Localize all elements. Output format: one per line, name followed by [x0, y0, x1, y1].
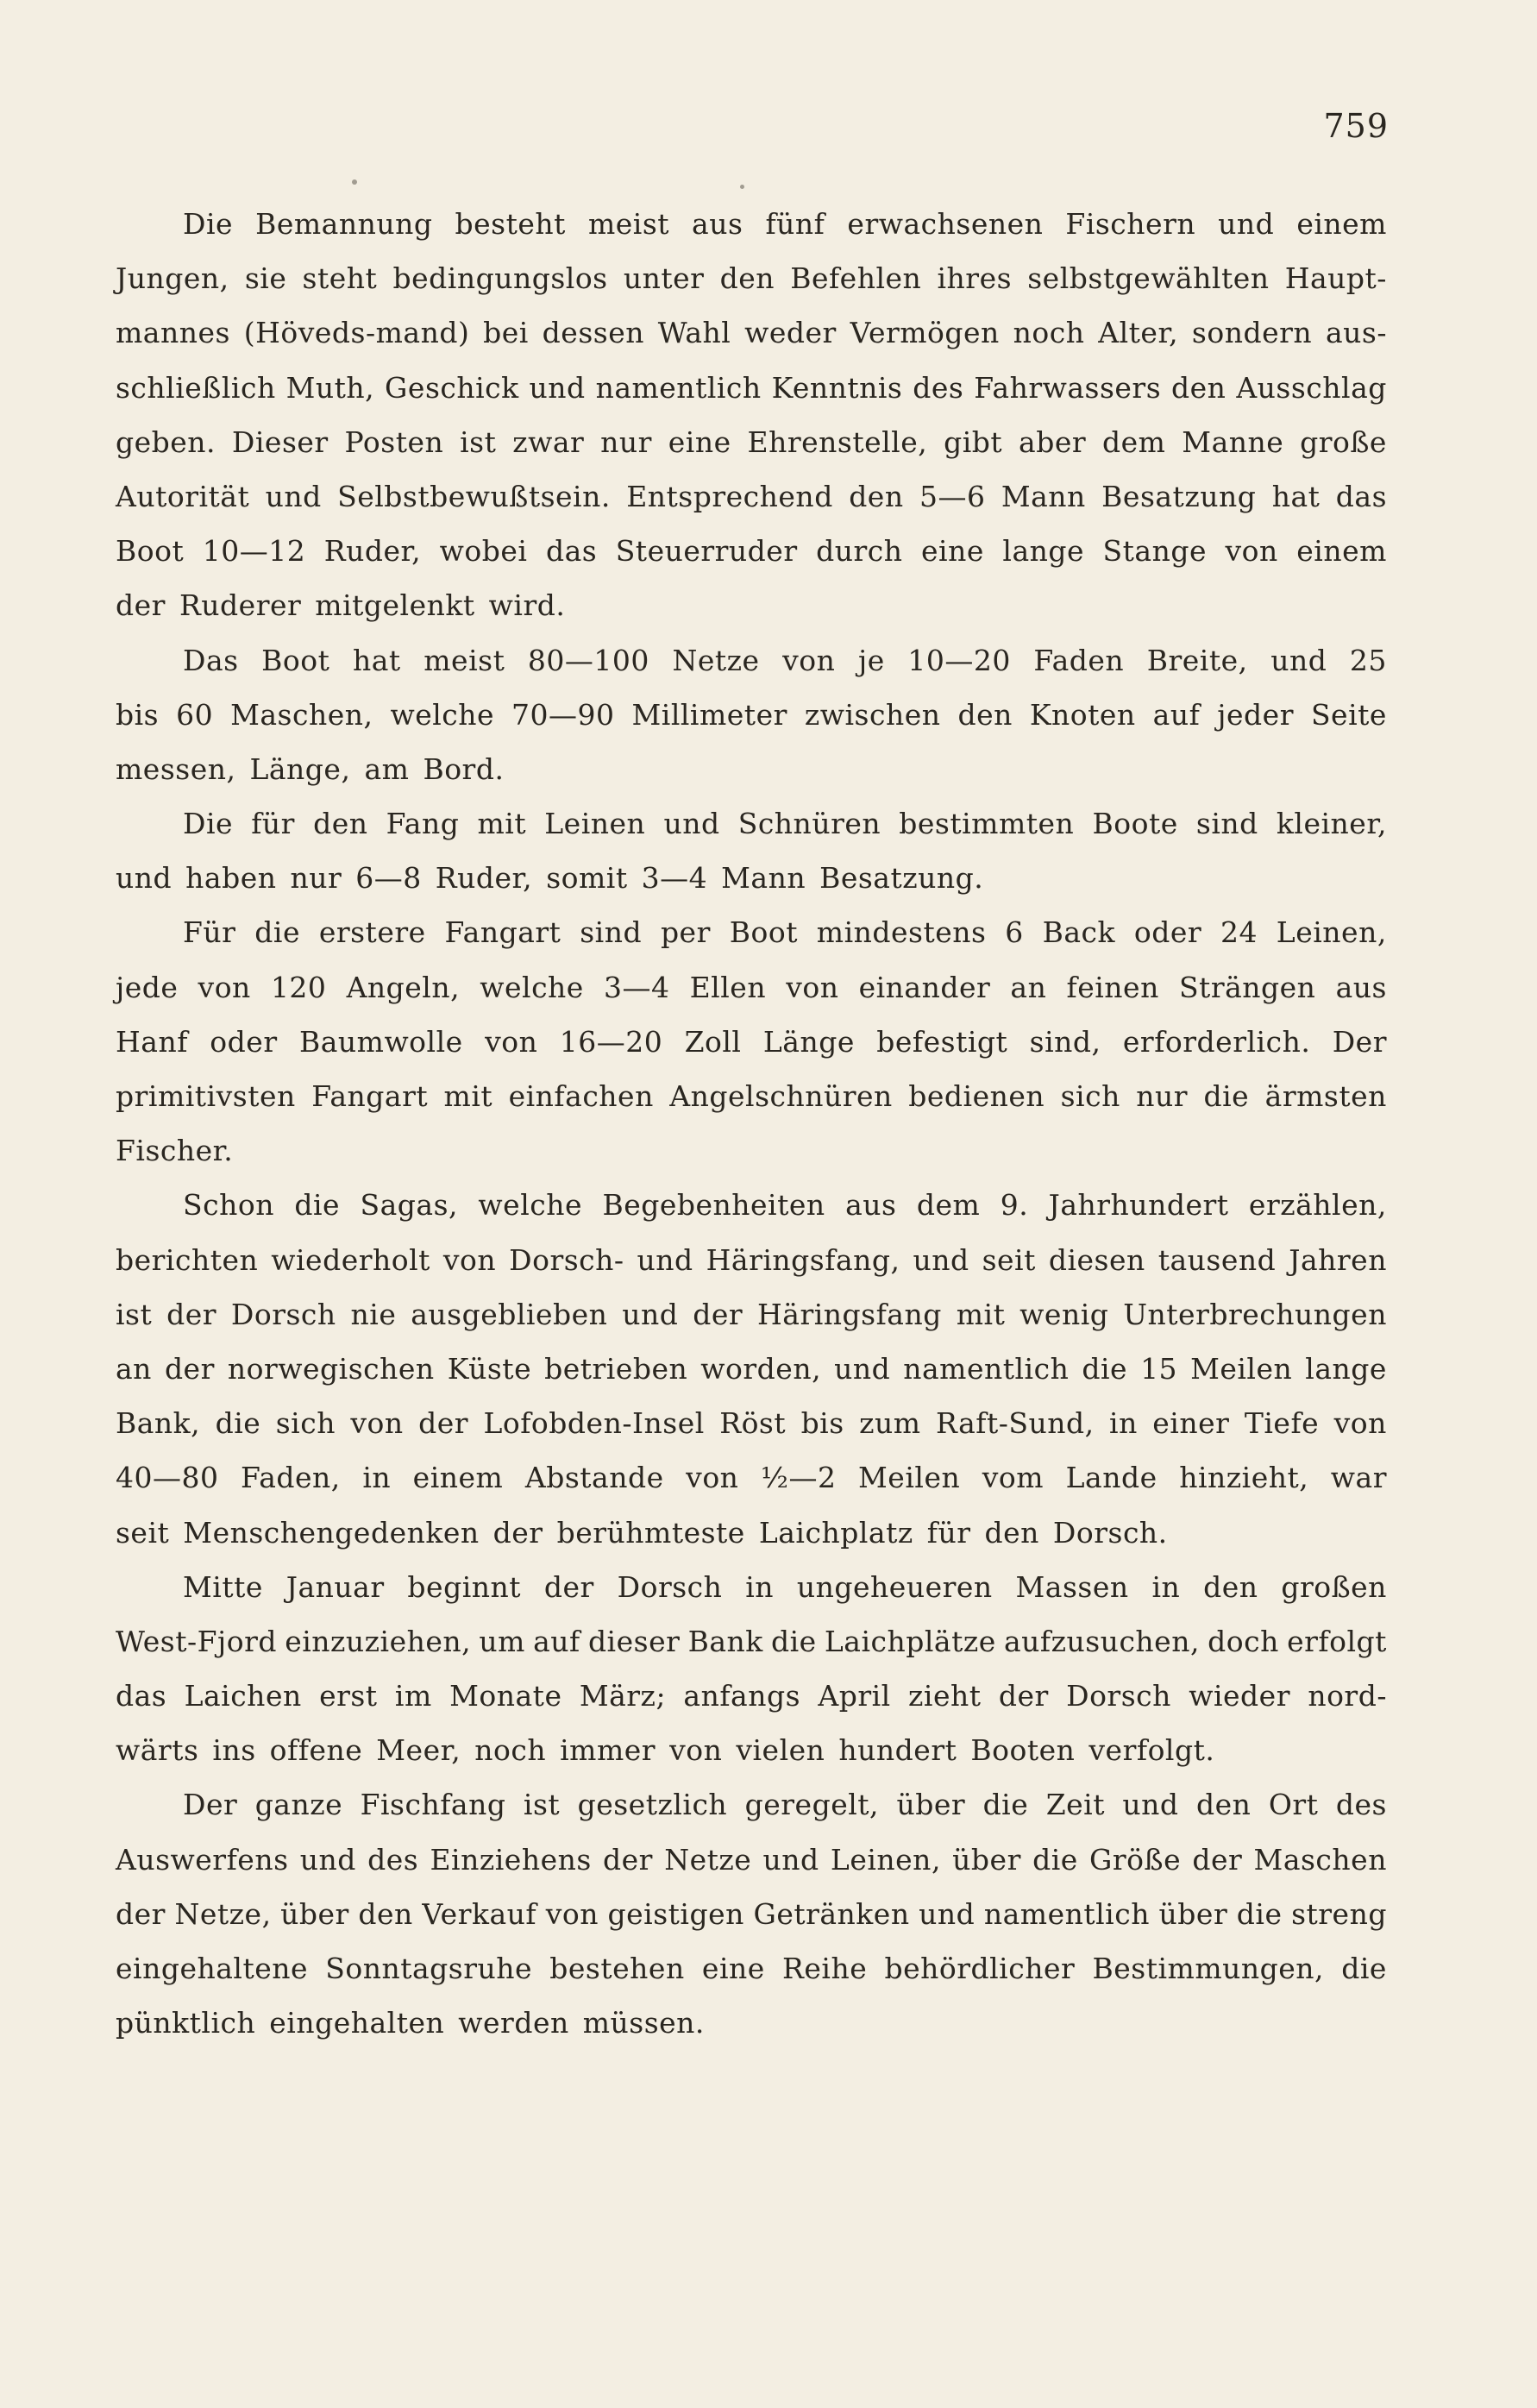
paragraph: [116, 633, 1387, 797]
text-line: pünktlich eingehalten werden müssen.: [116, 2006, 705, 2040]
text-line: berichten wiederholt von Dorsch- und Häringsfang, und seit diesen tausend Jahren: [116, 1242, 1387, 1277]
body-text: [116, 197, 1387, 2050]
page-number: 759: [1323, 107, 1389, 145]
text-line: Für die erstere Fangart sind per Boot mindestens 6 Back oder 24 Leinen,: [183, 915, 1387, 950]
text-line: 40—80 Faden, in einem Abstande von ½—2 Meilen vom Lande hinzieht, war: [116, 1461, 1387, 1495]
text-line: Auswerfens und des Einziehens der Netze und Leinen, über die Größe der Maschen: [116, 1842, 1387, 1877]
text-line: jede von 120 Angeln, welche 3—4 Ellen von einander an feinen Strängen aus: [116, 970, 1387, 1004]
text-line: Boot 10—12 Ruder, wobei das Steuerruder durch eine lange Stange von einem: [116, 534, 1387, 569]
paragraph: [116, 197, 1387, 633]
text-line: bis 60 Maschen, welche 70—90 Millimeter zwischen den Knoten auf jeder Seite: [116, 697, 1387, 732]
text-line: messen, Länge, am Bord.: [116, 751, 505, 786]
text-line: seit Menschengedenken der berühmteste Laichplatz für den Dorsch.: [116, 1515, 1168, 1550]
paragraph: [116, 796, 1387, 905]
text-line: mannes (Höveds-mand) bei dessen Wahl weder Vermögen noch Alter, sondern aus-: [116, 316, 1387, 350]
text-line: Fischer.: [116, 1134, 234, 1168]
text-line: Das Boot hat meist 80—100 Netze von je 10—20 Faden Breite, und 25: [183, 643, 1387, 677]
text-line: West-Fjord einzuziehen, um auf dieser Bank die Laichplätze aufzusuchen, doch erfolgt: [116, 1624, 1387, 1658]
text-line: ist der Dorsch nie ausgeblieben und der Häringsfang mit wenig Unterbrechungen: [116, 1297, 1387, 1331]
paragraph: [116, 1178, 1387, 1559]
text-line: Der ganze Fischfang ist gesetzlich geregelt, über die Zeit und den Ort des: [183, 1788, 1387, 1822]
text-line: der Netze, über den Verkauf von geistigen Getränken und namentlich über die streng: [116, 1896, 1387, 1931]
text-line: Hanf oder Baumwolle von 16—20 Zoll Länge befestigt sind, erforderlich. Der: [116, 1024, 1387, 1059]
text-line: an der norwegischen Küste betrieben worden, und namentlich die 15 Meilen lange: [116, 1351, 1387, 1386]
text-line: Mitte Januar beginnt der Dorsch in ungeheueren Massen in den großen: [183, 1569, 1387, 1604]
text-line: Die für den Fang mit Leinen und Schnüren bestimmten Boote sind kleiner,: [183, 807, 1387, 841]
text-line: und haben nur 6—8 Ruder, somit 3—4 Mann Besatzung.: [116, 861, 984, 896]
text-line: geben. Dieser Posten ist zwar nur eine Ehrenstelle, gibt aber dem Manne große: [116, 424, 1387, 459]
text-line: Bank, die sich von der Lofobden-Insel Röst bis zum Raft-Sund, in einer Tiefe von: [116, 1406, 1387, 1441]
text-line: der Ruderer mitgelenkt wird.: [116, 588, 566, 623]
text-line: eingehaltene Sonntagsruhe bestehen eine Reihe behördlicher Bestimmungen, die: [116, 1952, 1387, 1985]
paragraph: [116, 1777, 1387, 2050]
text-line: das Laichen erst im Monate März; anfangs April zieht der Dorsch wieder nord-: [116, 1679, 1387, 1713]
text-line: Autorität und Selbstbewußtsein. Entsprechend den 5—6 Mann Besatzung hat das: [116, 479, 1387, 513]
page-speck: [740, 185, 744, 189]
text-line: Die Bemannung besteht meist aus fünf erwachsenen Fischern und einem: [183, 207, 1387, 241]
page-speck: [352, 179, 357, 185]
text-line: Jungen, sie steht bedingungslos unter den Befehlen ihres selbstgewählten Haupt-: [116, 261, 1387, 296]
text-line: schließlich Muth, Geschick und namentlich Kenntnis des Fahrwassers den Ausschlag: [116, 370, 1387, 405]
text-line: primitivsten Fangart mit einfachen Angelschnüren bedienen sich nur die ärmsten: [116, 1079, 1387, 1113]
text-line: wärts ins offene Meer, noch immer von vielen hundert Booten verfolgt.: [116, 1733, 1215, 1768]
paragraph: [116, 905, 1387, 1178]
paragraph: [116, 1560, 1387, 1778]
text-line: Schon die Sagas, welche Begebenheiten aus dem 9. Jahrhundert erzählen,: [183, 1188, 1387, 1223]
